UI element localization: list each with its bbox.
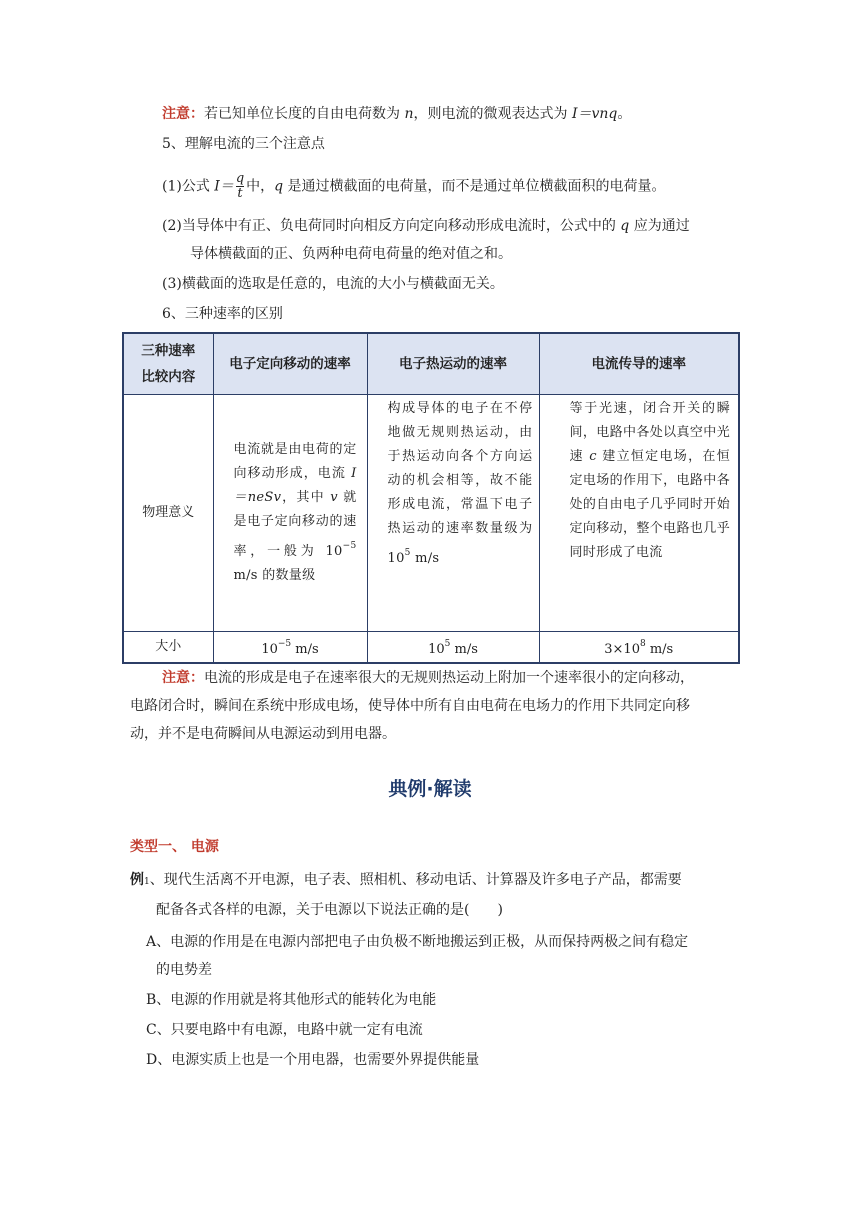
conduction-size-unit: m/s (645, 642, 674, 657)
point-2-line1 (162, 216, 690, 236)
thermal-text-b: m/s (410, 551, 440, 566)
cell-thermal-size (367, 632, 539, 664)
cell-drift-meaning (213, 395, 367, 632)
note2-line3: 动，并不是电荷瞬间从电源运动到用电器。 (130, 726, 396, 742)
drift-size-exp: −5 (277, 639, 292, 649)
fraction (236, 172, 244, 201)
option-d[interactable]: D、电源实质上也是一个用电器，也需要外界提供能量 (146, 1052, 480, 1068)
header-conduction-speed: 电流传导的速率 (539, 333, 739, 395)
note-text-b: ，则电流的微观表达式为 (413, 106, 572, 122)
section-title: 典例·解读 (388, 778, 472, 800)
example-line2: 配备各式各样的电源，关于电源以下说法正确的是( ) (156, 902, 503, 918)
cell-conduction-meaning (539, 395, 739, 632)
example-text1: 、现代生活离不开电源，电子表、照相机、移动电话、计算器及许多电子产品，都需要 (149, 872, 682, 888)
point1-rest: 是通过横截面的电荷量，而不是通过单位横截面积的电荷量。 (283, 178, 666, 195)
point2-text: (2)当导体中有正、负电荷同时向相反方向定向移动形成电流时，公式中的 (162, 218, 621, 234)
drift-text-a: 电流就是由电荷的定向移动形成，电流 (233, 442, 357, 481)
header-compare-line1: 三种速率 (141, 343, 196, 359)
heading-6: 6、三种速率的区别 (162, 306, 283, 322)
note-end: 。 (617, 106, 632, 122)
speed-comparison-table (122, 332, 740, 664)
note-label: 注意： (162, 106, 204, 122)
drift-text-b: ，其中 (281, 490, 331, 505)
point-3: (3)横截面的选取是任意的，电流的大小与横截面无关。 (162, 276, 504, 292)
point2-end: 应为通过 (629, 218, 690, 234)
thermal-exponent: 5 (404, 548, 411, 558)
example-number: 1 (144, 877, 150, 887)
row-label-size: 大小 (123, 632, 213, 664)
option-a-line2: 的电势差 (156, 962, 212, 978)
option-c[interactable]: C、只要电路中有电源，电路中就一定有电流 (146, 1022, 423, 1038)
header-drift-speed: 电子定向移动的速率 (213, 333, 367, 395)
var-n: n (404, 106, 414, 122)
point1-lhs: I＝ (214, 178, 234, 195)
table-header-row (123, 333, 739, 395)
fraction-denominator: t (237, 186, 243, 201)
point1-prefix: (1)公式 (162, 178, 215, 195)
note2-text1: 电流的形成是电子在速率很大的无规则热运动上附加一个速率很小的定向移动， (204, 670, 694, 686)
formula-micro: I＝vnq (571, 106, 618, 122)
note-text-a: 若已知单位长度的自由电荷数为 (204, 106, 405, 122)
point-2-line2: 导体横截面的正、负两种电荷电荷量的绝对值之和。 (190, 246, 512, 262)
drift-text-d: m/s 的数量级 (233, 568, 316, 583)
drift-size-base: 10 (261, 642, 278, 657)
heading-5: 5、理解电流的三个注意点 (162, 136, 325, 152)
conduction-var-c: c (589, 449, 597, 464)
type-heading: 类型一、 电源 (130, 839, 219, 855)
thermal-size-base: 10 (428, 642, 445, 657)
conduction-size-exp: 8 (639, 639, 646, 649)
conduction-text-b: 建立恒定电场，在恒定电场的作用下，电路中各处的自由电子几乎同时开始定向移动，整个电路也几乎同时形成了电流 (569, 449, 731, 560)
note2-line2: 电路闭合时，瞬间在系统中形成电场，使导体中所有自由电荷在电场力的作用下共同定向移 (130, 698, 690, 714)
thermal-size-exp: 5 (444, 639, 451, 649)
header-compare (123, 333, 213, 395)
example-label: 例 (130, 872, 144, 888)
header-thermal-speed: 电子热运动的速率 (367, 333, 539, 395)
cell-thermal-meaning (367, 395, 539, 632)
point-1 (162, 172, 666, 201)
conduction-size-base: 3×10 (604, 642, 640, 657)
drift-exponent: −5 (342, 541, 357, 551)
fraction-numerator: q (235, 171, 245, 186)
option-a-line1[interactable]: A、电源的作用是在电源内部把电子由负极不断地搬运到正极，从而保持两极之间有稳定 (146, 934, 689, 950)
table-row-meaning (123, 395, 739, 632)
cell-conduction-size (539, 632, 739, 664)
note2-line1 (162, 668, 694, 688)
header-compare-line2: 比较内容 (141, 369, 196, 385)
example-line1 (130, 866, 682, 896)
thermal-size-unit: m/s (450, 642, 478, 657)
drift-text-c: 就是电子定向移动的速率，一般为 10 (233, 490, 357, 559)
note-line (162, 104, 631, 124)
conduction-text-a: 等于光速，闭合开关的瞬间，电路中各处以真空中光速 (569, 401, 730, 464)
note2-label: 注意： (162, 670, 204, 686)
point1-text: 中， (246, 178, 275, 195)
row-label-meaning: 物理意义 (123, 395, 213, 632)
point2-var-q: q (620, 218, 630, 234)
table-row-size (123, 632, 739, 664)
point1-var-q: q (274, 178, 284, 195)
drift-var-v: v (330, 490, 338, 505)
drift-size-unit: m/s (291, 642, 319, 657)
option-b[interactable]: B、电源的作用就是将其他形式的能转化为电能 (146, 992, 437, 1008)
thermal-text-a: 构成导体的电子在不停地做无规则热运动，由于热运动向各个方向运动的机会相等，故不能形成电流，常温下电子热运动的速率数量级为 10 (387, 401, 533, 566)
cell-drift-size (213, 632, 367, 664)
drift-formula: I＝neSv (233, 466, 357, 505)
